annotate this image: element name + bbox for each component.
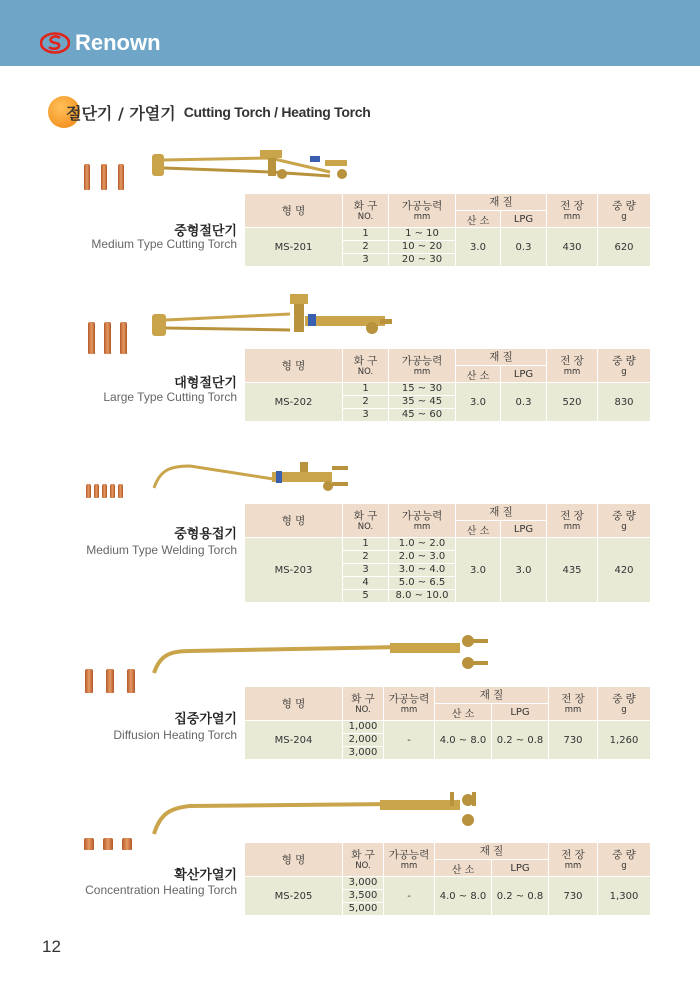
lpg-cell: 0.2 ~ 0.8 (492, 877, 549, 916)
spec-table (244, 348, 651, 422)
capacity-value: 45 ~ 60 (401, 409, 443, 420)
header-tip: 화 구 (353, 199, 378, 212)
lpg-cell: 0.2 ~ 0.8 (492, 721, 549, 760)
tip-no: 3 (343, 564, 388, 577)
header-capacity-sub: mm (400, 860, 418, 871)
tip-no: 3,500 (343, 890, 383, 903)
header-capacity: 가공능력 (388, 692, 430, 705)
tip-no-cell (343, 877, 384, 916)
spec-table (244, 686, 651, 760)
renown-logo-icon (40, 32, 70, 54)
heating-tips-image (84, 838, 132, 850)
tip-no-cell (343, 228, 389, 267)
header-lpg: LPG (492, 860, 549, 877)
header-capacity: 가공능력 (388, 848, 430, 861)
lpg-cell: 0.3 (501, 383, 547, 422)
header-lpg: LPG (492, 704, 549, 721)
header-length: 전 장 (560, 199, 584, 212)
oxygen-cell: 4.0 ~ 8.0 (435, 877, 492, 916)
capacity-value: 20 ~ 30 (401, 254, 443, 265)
header-material: 재 질 (489, 196, 513, 208)
tip-no: 1,000 (343, 721, 383, 734)
tip-no: 2 (343, 241, 388, 254)
capacity-cell: - (384, 877, 435, 916)
tip-no: 3,000 (343, 877, 383, 890)
length-cell: 730 (549, 721, 598, 760)
model-cell: MS-205 (245, 877, 343, 916)
length-cell: 730 (549, 877, 598, 916)
capacity-value: 10 ~ 20 (389, 241, 455, 254)
oxygen-cell: 3.0 (456, 383, 501, 422)
tip-no: 5 (362, 590, 369, 601)
tip-no: 3 (362, 254, 369, 265)
header-length: 전 장 (560, 354, 584, 367)
header-capacity: 가공능력 (401, 354, 443, 367)
header-tip-sub: NO. (355, 704, 371, 715)
concentration-heating-torch-image (150, 790, 490, 838)
product-name-en: Medium Type Welding Torch (86, 543, 237, 557)
header-length-sub: mm (564, 704, 582, 715)
length-cell: 520 (547, 383, 598, 422)
spec-table (244, 193, 651, 267)
header-bar (0, 0, 700, 66)
tip-no-cell (343, 383, 389, 422)
tip-no: 5,000 (348, 903, 378, 914)
capacity-cell: - (384, 721, 435, 760)
cutting-tips-image (88, 322, 127, 354)
tip-no: 1 (343, 383, 388, 396)
header-capacity: 가공능력 (401, 509, 443, 522)
header-tip: 화 구 (351, 692, 375, 705)
capacity-value: 1.0 ~ 2.0 (389, 538, 455, 551)
lpg-cell: 3.0 (501, 538, 547, 603)
model-cell: MS-203 (245, 538, 343, 603)
product-name-ko: 중형용접기 (174, 527, 237, 542)
header-oxygen: 산 소 (456, 366, 501, 383)
header-material: 재 질 (489, 351, 513, 363)
header-oxygen: 산 소 (435, 860, 492, 877)
header-lpg: LPG (501, 521, 547, 538)
tip-no-cell (343, 721, 384, 760)
product-name-ko: 중형절단기 (174, 224, 237, 239)
header-material: 재 질 (489, 506, 513, 518)
section-title-ko: 절단기 / 가열기 (66, 103, 176, 123)
header-model: 형 명 (281, 697, 306, 710)
product-name-ko: 집중가열기 (174, 712, 237, 727)
header-length-sub: mm (563, 366, 581, 377)
oxygen-cell: 4.0 ~ 8.0 (435, 721, 492, 760)
section-title (48, 96, 371, 128)
weight-cell: 830 (598, 383, 651, 422)
capacity-value: 8.0 ~ 10.0 (395, 590, 449, 601)
product-name-en: Large Type Cutting Torch (103, 390, 237, 404)
lpg-cell: 0.3 (501, 228, 547, 267)
weight-cell: 420 (598, 538, 651, 603)
diffusion-heating-torch-image (150, 633, 495, 678)
header-weight: 중 량 (612, 509, 636, 522)
header-model: 형 명 (281, 514, 306, 527)
length-cell: 435 (547, 538, 598, 603)
header-tip: 화 구 (351, 848, 375, 861)
header-capacity-sub: mm (413, 366, 431, 377)
header-tip-sub: NO. (357, 366, 374, 377)
header-material: 재 질 (479, 845, 504, 857)
spec-table (244, 842, 651, 916)
header-weight-sub: g (621, 521, 627, 532)
brand-logo (40, 30, 161, 56)
tip-no: 1 (343, 228, 388, 241)
header-weight-sub: g (621, 860, 627, 871)
product-name-en: Concentration Heating Torch (85, 883, 237, 897)
tip-no: 3 (362, 409, 369, 420)
tip-no: 1 (343, 538, 388, 551)
weight-cell: 620 (598, 228, 651, 267)
tip-no: 2,000 (343, 734, 383, 747)
section-title-en: Cutting Torch / Heating Torch (183, 104, 371, 120)
oxygen-cell: 3.0 (456, 228, 501, 267)
welding-torch-image (150, 458, 355, 496)
model-cell: MS-202 (245, 383, 343, 422)
weight-cell: 1,300 (598, 877, 651, 916)
header-weight: 중 량 (612, 692, 636, 705)
tip-no: 2 (343, 396, 388, 409)
capacity-cell (389, 228, 456, 267)
model-cell: MS-204 (245, 721, 343, 760)
header-tip: 화 구 (353, 509, 378, 522)
header-lpg: LPG (501, 211, 547, 228)
header-material: 재 질 (479, 689, 504, 701)
header-tip: 화 구 (353, 354, 378, 367)
header-oxygen: 산 소 (435, 704, 492, 721)
heating-tips-image (85, 669, 135, 693)
length-cell: 430 (547, 228, 598, 267)
welding-tips-image (86, 484, 123, 498)
header-length-sub: mm (563, 521, 581, 532)
header-model: 형 명 (281, 359, 306, 372)
header-capacity-sub: mm (413, 521, 431, 532)
weight-cell: 1,260 (598, 721, 651, 760)
header-weight: 중 량 (612, 848, 636, 861)
header-length: 전 장 (560, 509, 584, 522)
header-capacity-sub: mm (413, 211, 431, 222)
header-length-sub: mm (564, 860, 582, 871)
header-length: 전 장 (561, 692, 585, 705)
header-weight: 중 량 (612, 199, 636, 212)
capacity-value: 5.0 ~ 6.5 (389, 577, 455, 590)
header-capacity-sub: mm (400, 704, 418, 715)
large-cutting-torch-image (150, 292, 395, 338)
header-model: 형 명 (281, 853, 306, 866)
product-name-en: Medium Type Cutting Torch (91, 237, 237, 251)
header-weight-sub: g (621, 211, 627, 222)
model-cell: MS-201 (245, 228, 343, 267)
page-number: 12 (42, 937, 61, 956)
tip-no: 3,000 (348, 747, 378, 758)
header-weight: 중 량 (612, 354, 636, 367)
tip-no-cell (343, 538, 389, 603)
header-lpg: LPG (501, 366, 547, 383)
capacity-value: 3.0 ~ 4.0 (389, 564, 455, 577)
product-name-ko: 대형절단기 (174, 376, 237, 391)
header-length-sub: mm (563, 211, 581, 222)
capacity-cell (389, 383, 456, 422)
header-oxygen: 산 소 (456, 211, 501, 228)
header-length: 전 장 (561, 848, 585, 861)
tip-no: 2 (343, 551, 388, 564)
product-name-ko: 확산가열기 (174, 868, 237, 883)
capacity-value: 1 ~ 10 (389, 228, 455, 241)
header-weight-sub: g (621, 366, 627, 377)
capacity-value: 35 ~ 45 (389, 396, 455, 409)
tip-no: 4 (343, 577, 388, 590)
capacity-cell (389, 538, 456, 603)
spec-table (244, 503, 651, 603)
capacity-value: 15 ~ 30 (389, 383, 455, 396)
oxygen-cell: 3.0 (456, 538, 501, 603)
product-name-en: Diffusion Heating Torch (113, 728, 237, 742)
medium-cutting-torch-image (150, 150, 360, 190)
header-capacity: 가공능력 (401, 199, 443, 212)
header-weight-sub: g (621, 704, 627, 715)
header-tip-sub: NO. (357, 521, 374, 532)
header-model: 형 명 (281, 204, 306, 217)
brand-name: Renown (75, 30, 161, 55)
header-oxygen: 산 소 (456, 521, 501, 538)
header-tip-sub: NO. (355, 860, 371, 871)
cutting-tips-image (84, 164, 124, 190)
capacity-value: 2.0 ~ 3.0 (389, 551, 455, 564)
header-tip-sub: NO. (357, 211, 374, 222)
